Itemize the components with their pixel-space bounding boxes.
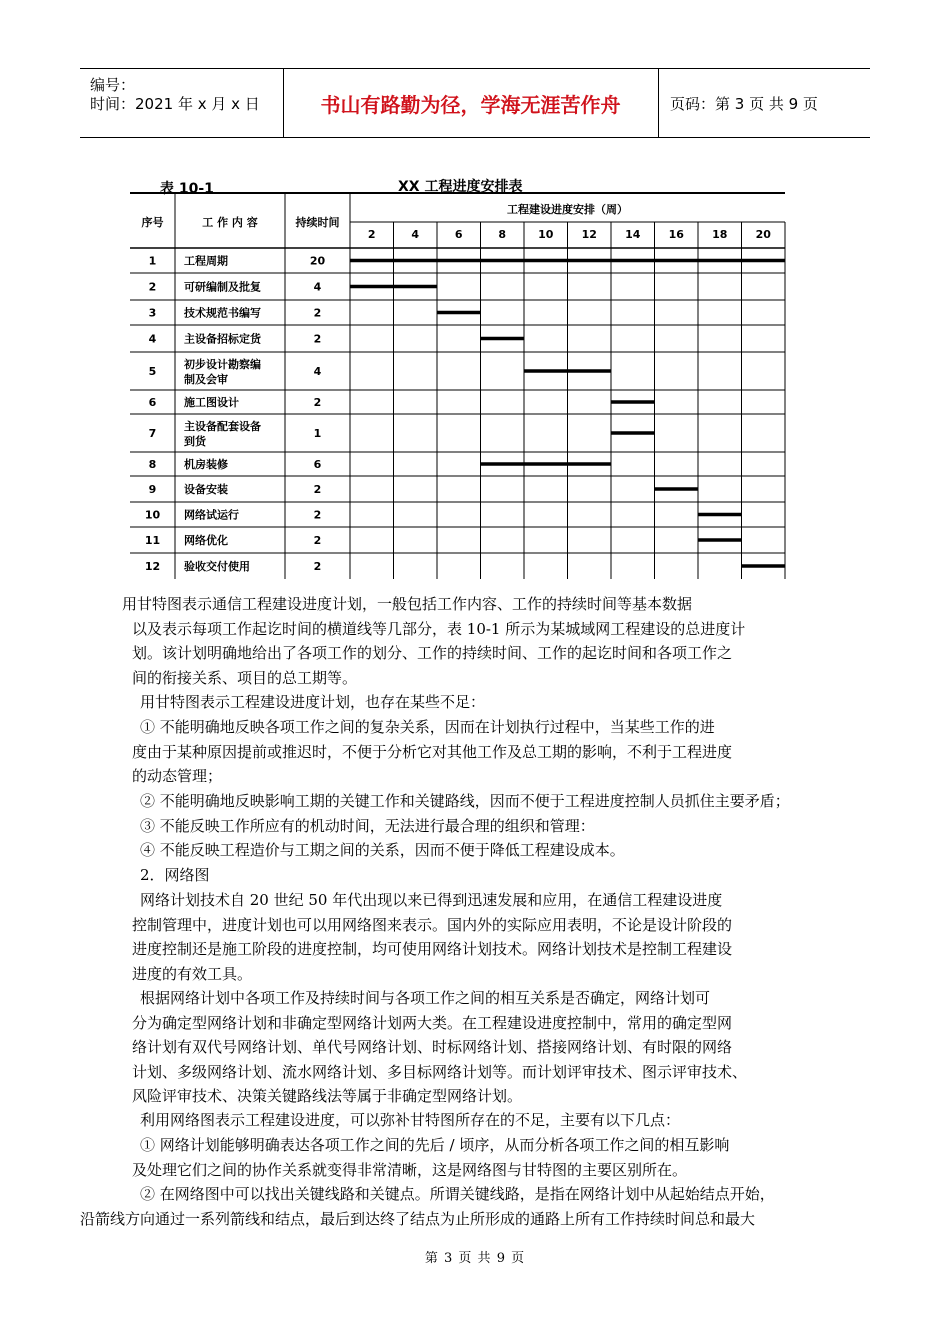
- document-date: 时间：2021 年 x 月 x 日: [90, 95, 260, 113]
- paragraph-line: 度由于某种原因提前或推迟时，不便于分析它对其他工作及总工期的影响，不利于工程进度: [132, 742, 733, 761]
- row-seq: 12: [144, 560, 161, 573]
- row-work: 可研编制及批复: [184, 280, 261, 294]
- header-week-2: 2: [367, 228, 376, 241]
- row-seq: 3: [148, 306, 157, 320]
- row-work: 主设备配套设备: [184, 420, 261, 433]
- header-schedule: 工程建设进度安排（周）: [507, 203, 628, 216]
- paragraph-line: 用甘特图表示工程建设进度计划，也存在某些不足：: [140, 693, 486, 711]
- row-seq: 8: [148, 458, 157, 471]
- paragraph-line: 以及表示每项工作起讫时间的横道线等几部分，表 10-1 所示为某城域网工程建设的总进度计: [132, 619, 746, 638]
- row-duration: 2: [313, 306, 322, 320]
- row-duration: 6: [313, 458, 322, 471]
- row-work: 制及会审: [184, 373, 228, 386]
- row-work: 工程周期: [184, 254, 228, 268]
- table-number: 表 10-1: [160, 181, 214, 197]
- row-duration: 4: [313, 280, 322, 294]
- paragraph-line: 络计划有双代号网络计划、单代号网络计划、时标网络计划、搭接网络计划、有时限的网络: [132, 1038, 733, 1056]
- header-seq: 序号: [141, 216, 164, 229]
- row-work: 技术规范书编写: [184, 306, 261, 320]
- row-duration: 2: [313, 508, 322, 522]
- paragraph-line: 的动态管理；: [132, 767, 223, 785]
- row-duration: 1: [313, 427, 322, 440]
- paragraph-line: ③ 不能反映工作所应有的机动时间，无法进行最合理的组织和管理：: [140, 817, 595, 835]
- paragraph-line: ① 不能明确地反映各项工作之间的复杂关系，因而在计划执行过程中，当某些工作的进: [140, 718, 715, 736]
- row-duration: 20: [309, 254, 326, 268]
- row-seq: 11: [144, 534, 161, 547]
- row-duration: 2: [313, 483, 322, 496]
- header-week-16: 16: [668, 228, 684, 241]
- paragraph-line: 网络计划技术自 20 世纪 50 年代出现以来已得到迅速发展和应用，在通信工程建设进度: [140, 891, 723, 909]
- row-seq: 9: [148, 483, 157, 496]
- row-duration: 4: [313, 365, 322, 378]
- row-duration: 2: [313, 332, 322, 346]
- row-seq: 10: [144, 508, 161, 522]
- header-week-18: 18: [712, 228, 728, 241]
- paragraph-line: 进度控制还是施工阶段的进度控制，均可使用网络计划技术。网络计划技术是控制工程建设: [132, 940, 733, 958]
- paragraph-line: 风险评审技术、决策关键路线法等属于非确定型网络计划。: [132, 1087, 523, 1105]
- paragraph-line: 进度的有效工具。: [132, 964, 253, 983]
- paragraph-line: 计划、多级网络计划、流水网络计划、多目标网络计划等。而计划评审技术、图示评审技术、: [132, 1062, 748, 1081]
- row-seq: 5: [148, 365, 157, 378]
- page-footer: 第 3 页 共 9 页: [424, 1251, 526, 1266]
- row-duration: 2: [313, 560, 322, 573]
- row-work: 初步设计勘察编: [184, 358, 261, 371]
- row-work: 设备安装: [184, 483, 228, 496]
- header-work: 工 作 内 容: [202, 216, 258, 229]
- paragraph-line: ② 不能明确地反映影响工期的关键工作和关键路线，因而不便于工程进度控制人员抓住主要矛盾；: [140, 792, 790, 810]
- row-work: 验收交付使用: [184, 560, 250, 573]
- header-week-8: 8: [498, 228, 507, 241]
- paragraph-line: 分为确定型网络计划和非确定型网络计划两大类。在工程建设进度控制中，常用的确定型网: [132, 1013, 733, 1032]
- row-seq: 1: [148, 254, 157, 268]
- header-duration: 持续时间: [295, 216, 340, 229]
- paragraph-line: ① 网络计划能够明确表达各项工作之间的先后 / 顷序，从而分析各项工作之间的相互影响: [140, 1136, 730, 1154]
- row-work: 网络优化: [184, 534, 228, 547]
- paragraph-line: 间的衔接关系、项目的总工期等。: [132, 668, 358, 687]
- paragraph-line: 2．网络图: [140, 866, 210, 884]
- header-week-6: 6: [454, 228, 463, 241]
- header-week-4: 4: [411, 228, 420, 241]
- paragraph-line: 控制管理中，进度计划也可以用网络图来表示。国内外的实际应用表明，不论是设计阶段的: [132, 915, 733, 934]
- header-week-20: 20: [755, 228, 771, 241]
- paragraph-line: 根据网络计划中各项工作及持续时间与各项工作之间的相互关系是否确定，网络计划可: [140, 989, 711, 1007]
- paragraph-line: 沿箭线方向通过一系列箭线和结点，最后到达终了结点为止所形成的通路上所有工作持续时间总和最大: [80, 1209, 756, 1228]
- header-motto: 书山有路勤为径，学海无涯苦作舟: [283, 69, 659, 137]
- paragraph-line: 划。该计划明确地给出了各项工作的划分、工作的持续时间、工作的起讫时间和各项工作之: [132, 644, 733, 662]
- row-work: 网络试运行: [184, 508, 239, 522]
- row-work: 施工图设计: [184, 396, 239, 409]
- paragraph-line: ④ 不能反映工程造价与工期之间的关系，因而不便于降低工程建设成本。: [140, 841, 625, 859]
- row-work: 主设备招标定货: [184, 332, 261, 346]
- paragraph-line: 及处理它们之间的协作关系就变得非常清晰，这是网络图与甘特图的主要区别所在。: [132, 1160, 688, 1179]
- paragraph-line: 用甘特图表示通信工程建设进度计划，一般包括工作内容、工作的持续时间等基本数据: [122, 595, 693, 613]
- row-duration: 2: [313, 534, 322, 547]
- header-week-10: 10: [538, 228, 554, 241]
- row-seq: 7: [148, 427, 157, 440]
- row-work: 机房装修: [184, 458, 228, 471]
- header-week-14: 14: [625, 228, 641, 241]
- header-week-12: 12: [581, 228, 597, 241]
- gantt-schedule-table: [0, 0, 950, 600]
- header-page-number: 页码：第 3 页 共 9 页: [670, 94, 818, 113]
- row-seq: 6: [148, 396, 157, 409]
- paragraph-line: 利用网络图表示工程建设进度，可以弥补甘特图所存在的不足，主要有以下几点：: [140, 1111, 681, 1129]
- paragraph-line: ② 在网络图中可以找出关键线路和关键点。所谓关键线路，是指在网络计划中从起始结点开始，: [140, 1185, 775, 1203]
- table-title: XX 工程进度安排表: [398, 179, 523, 195]
- document-number: 编号：: [90, 76, 136, 94]
- row-duration: 2: [313, 396, 322, 409]
- row-seq: 4: [148, 332, 157, 346]
- row-seq: 2: [148, 280, 157, 294]
- row-work: 到货: [184, 435, 206, 448]
